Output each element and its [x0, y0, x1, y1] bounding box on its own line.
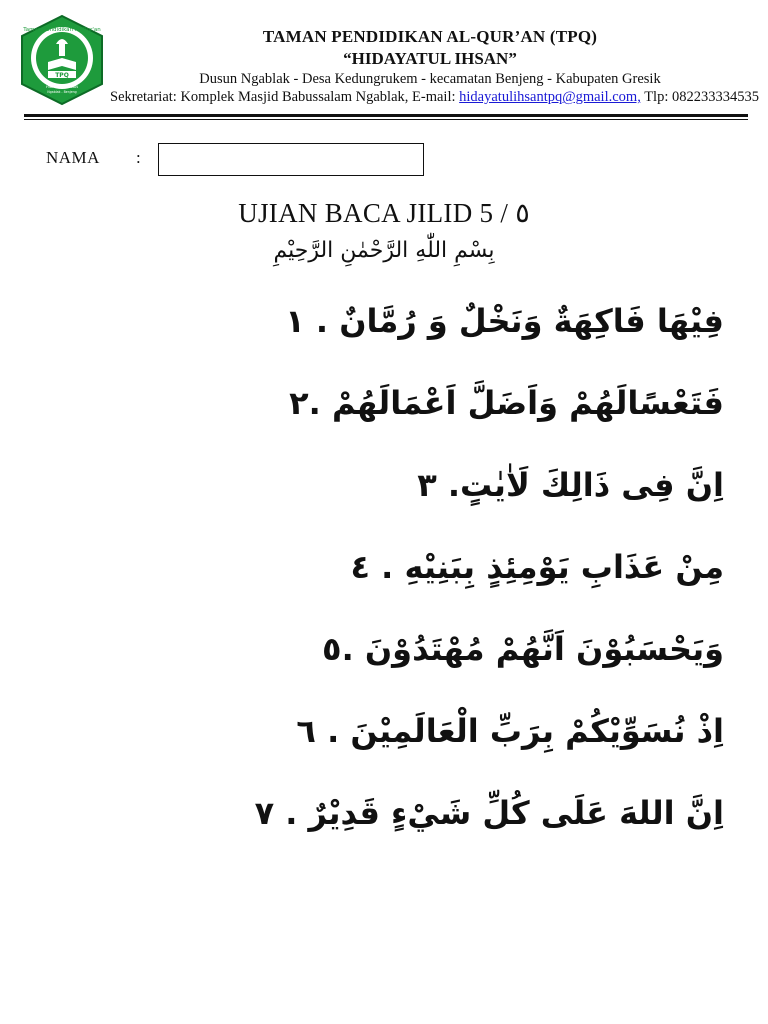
verse-5: وَيَحْسَبُوْنَ اَنَّهُمْ مُهْتَدُوْنَ .٥	[322, 630, 724, 668]
org-info	[110, 26, 759, 106]
tpq-logo	[18, 14, 106, 106]
logo-ring-text: Taman Pendidikan Al-Qur'an	[23, 27, 101, 33]
verse-4: مِنْ عَذَابِ يَوْمِئِذٍ بِبَنِيْهِ . ٤	[350, 548, 724, 586]
logo-badge: TPQ	[55, 72, 69, 79]
org-name: TAMAN PENDIDIKAN AL-QUR’AN (TPQ)	[262, 27, 598, 46]
email-link[interactable]: hidayatulihsantpq@gmail.com,	[459, 89, 641, 105]
nama-label: NAMA	[46, 148, 100, 167]
verse-3: اِنَّ فِى ذَالِكَ لَاٰيٰتٍ. ٣	[417, 466, 724, 504]
verse-2: فَتَعْسًالَهُمْ وَاَضَلَّ اَعْمَالَهُمْ .٢	[289, 384, 724, 422]
secretariat-text: Sekretariat: Komplek Masjid Babussalam Ngablak, E-mail:	[110, 89, 460, 105]
nama-field[interactable]	[158, 143, 424, 176]
verse-7: اِنَّ اللهَ عَلَى كُلِّ شَيْءٍ قَدِيْرٌ . ٧	[254, 794, 724, 832]
nama-colon: :	[136, 148, 141, 167]
org-subtitle: “HIDAYATUL IHSAN”	[343, 49, 517, 68]
logo-place: Ngablak - Benjeng	[47, 90, 77, 94]
verse-6: اِذْ نُسَوِّيْكُمْ بِرَبِّ الْعَالَمِيْنَ . ٦	[296, 712, 724, 750]
header-divider-thick	[24, 114, 748, 117]
basmala: بِسْمِ اللّٰهِ الرَّحْمٰنِ الرَّحِيْمِ	[273, 238, 495, 263]
letterhead	[0, 0, 768, 112]
logo-name: HIDAYATUL IHSAN	[46, 85, 78, 89]
verse-1: فِيْهَا فَاكِهَةٌ وَنَخْلٌ وَ رُمَّانٌ . ١	[285, 302, 724, 340]
phone-text: Tlp: 082233334535	[640, 89, 759, 105]
org-address: Dusun Ngablak - Desa Kedungrukem - kecamatan Benjeng - Kabupaten Gresik	[199, 71, 661, 87]
exam-title: UJIAN BACA JILID 5 / ٥	[238, 198, 530, 228]
org-secretariat	[110, 88, 759, 106]
header-divider-thin	[24, 119, 748, 120]
